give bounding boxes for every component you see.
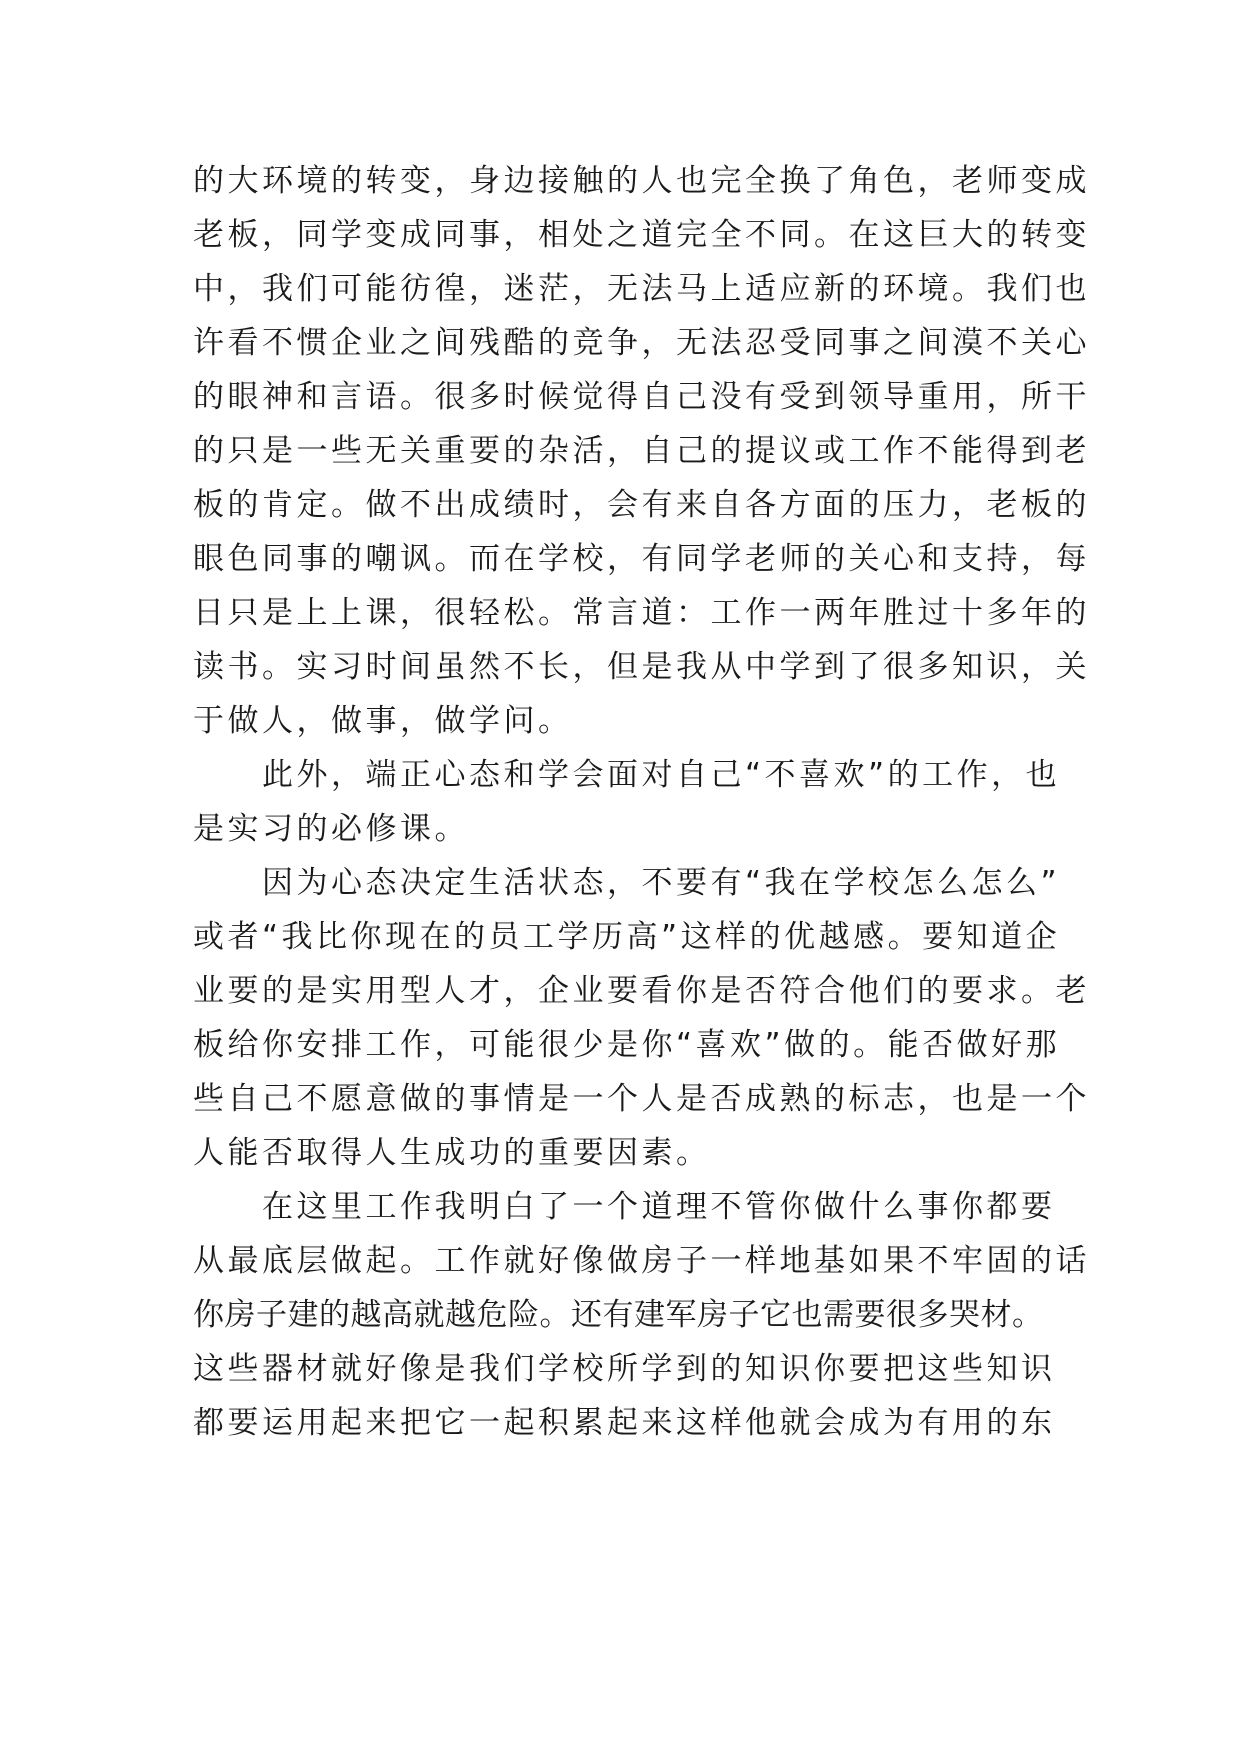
text-line: 人能否取得人生成功的重要因素。 — [193, 1135, 711, 1171]
text-line: 或者“我比你现在的员工学历高”这样的优越感。要知道企 — [193, 919, 1061, 955]
text-line: 板的肯定。做不出成绩时，会有来自各方面的压力，老板的 — [193, 487, 1090, 523]
text-line: 于做人，做事，做学问。 — [193, 703, 573, 739]
body-text — [193, 154, 1090, 1450]
text-line: 业要的是实用型人才，企业要看你是否符合他们的要求。老 — [193, 973, 1090, 1009]
text-line: 这些器材就好像是我们学校所学到的知识你要把这些知识 — [193, 1351, 1056, 1387]
text-line: 都要运用起来把它一起积累起来这样他就会成为有用的东 — [193, 1405, 1056, 1441]
text-line: 日只是上上课，很轻松。常言道：工作一两年胜过十多年的 — [193, 595, 1090, 631]
text-line: 从最底层做起。工作就好像做房子一样地基如果不牢固的话 — [193, 1243, 1090, 1279]
text-line: 些自己不愿意做的事情是一个人是否成熟的标志，也是一个 — [193, 1081, 1090, 1117]
text-line: 中，我们可能彷徨，迷茫，无法马上适应新的环境。我们也 — [193, 271, 1090, 307]
paragraph-first-line: 因为心态决定生活状态，不要有“我在学校怎么怎么” — [262, 865, 1061, 901]
text-line: 老板，同学变成同事，相处之道完全不同。在这巨大的转变 — [193, 217, 1090, 253]
paragraph-first-line: 此外，端正心态和学会面对自己“不喜欢”的工作，也 — [262, 757, 1061, 793]
text-line: 是实习的必修课。 — [193, 811, 469, 847]
text-line: 眼色同事的嘲讽。而在学校，有同学老师的关心和支持，每 — [193, 541, 1090, 577]
text-line: 读书。实习时间虽然不长，但是我从中学到了很多知识，关 — [193, 649, 1090, 685]
text-line: 的眼神和言语。很多时候觉得自己没有受到领导重用，所干 — [193, 379, 1090, 415]
text-line: 的大环境的转变，身边接触的人也完全换了角色，老师变成 — [193, 163, 1090, 199]
paragraph-first-line: 在这里工作我明白了一个道理不管你做什么事你都要 — [262, 1189, 1056, 1225]
text-line: 板给你安排工作，可能很少是你“喜欢”做的。能否做好那 — [193, 1027, 1061, 1063]
text-line: 的只是一些无关重要的杂活，自己的提议或工作不能得到老 — [193, 433, 1090, 469]
text-line: 你房子建的越高就越危险。还有建军房子它也需要很多哭材。 — [193, 1297, 1044, 1333]
text-line: 许看不惯企业之间残酷的竞争，无法忍受同事之间漠不关心 — [193, 325, 1090, 361]
